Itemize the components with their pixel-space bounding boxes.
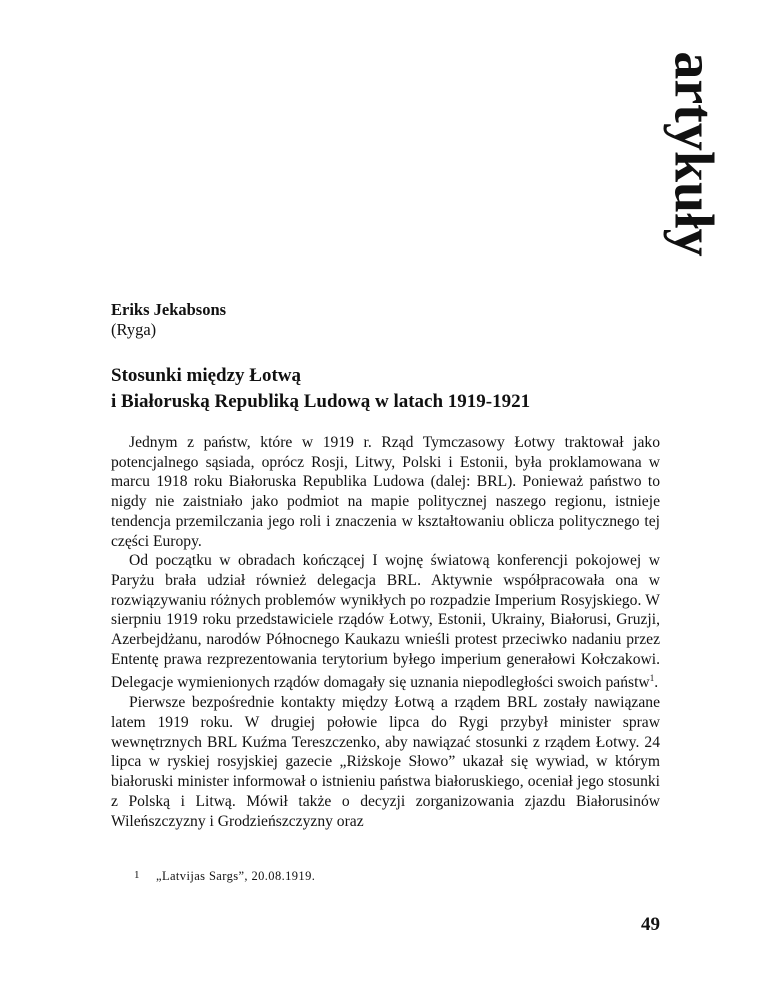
paragraph (111, 433, 660, 551)
footnote (134, 869, 315, 884)
paragraph-text: Jednym z państw, które w 1919 r. Rząd Tymczasowy Łotwy traktował jako potencjalnego sąsiada, oprócz Rosji, Litwy, Polski i Estonii, była proklamowana w marcu 1918 roku Białoruska Republika Ludowa (dalej: BRL). Ponieważ państwo to nigdy nie zaistniało jako podmiot na mapie politycznej naszego regionu, istnieje tendencja przemilczania jego roli i znaczenia w kształtowaniu oblicza politycznego tej części Europy. (111, 434, 660, 550)
paragraph-text-end: . (654, 674, 659, 692)
paragraph (111, 551, 660, 693)
title-line-1: Stosunki między Łotwą (111, 365, 302, 386)
author-block (111, 300, 226, 340)
author-name: Eriks Jekabsons (111, 300, 227, 319)
author-affiliation: (Ryga) (111, 320, 157, 339)
paragraph-text: Od początku w obradach kończącej I wojnę światową konferencji pokojowej w Paryżu brała udział również delegacja BRL. Aktywnie współpracowała ona w rozwiązywaniu różnych problemów wynikłych po rozpadzie Imperium Rosyjskiego. W sierpniu 1919 roku przedstawiciele rządów Łotwy, Estonii, Ukrainy, Białorusi, Gruzji, Azerbejdżanu, narodów Północnego Kaukazu wnieśli protest przeciwko nadaniu przez Ententę prawa rezprezentowania terytorium byłego imperium generałowi Kołczakowi. Delegacje wymienionych rządów domagały się uznania niepodległości swoich państw (111, 552, 660, 692)
section-tag (662, 38, 726, 270)
section-tag-label: artykuły (663, 51, 726, 257)
page-number: 49 (641, 914, 660, 935)
article-title (111, 363, 671, 415)
footnote-reference[interactable]: 1 (649, 673, 655, 684)
paragraph-text: Pierwsze bezpośrednie kontakty między Łotwą a rządem BRL zostały nawiązane latem 1919 roku. W drugiej połowie lipca do Rygi przybył minister spraw wewnętrznych BRL Kuźma Tereszczenko, aby nawiązać stosunki z rządem Łotwy. 24 lipca w ryskiej rosyjskiej gazecie „Riżskoje Słowo” ukazał się wywiad, w którym białoruski minister informował o istnieniu państwa białoruskiego, oceniał jego stosunki z Polską i Litwą. Mówił także o decyzji zorganizowania zjazdu Białorusinów Wileńszczyzny i Grodzieńszczyzny oraz (111, 694, 660, 830)
footnote-number: 1 (134, 869, 140, 881)
article-body (111, 433, 660, 831)
footnote-text: „Latvijas Sargs”, 20.08.1919. (156, 869, 316, 883)
title-line-2: i Białoruską Republiką Ludową w latach 1919-1921 (111, 391, 531, 412)
paragraph (111, 693, 660, 831)
